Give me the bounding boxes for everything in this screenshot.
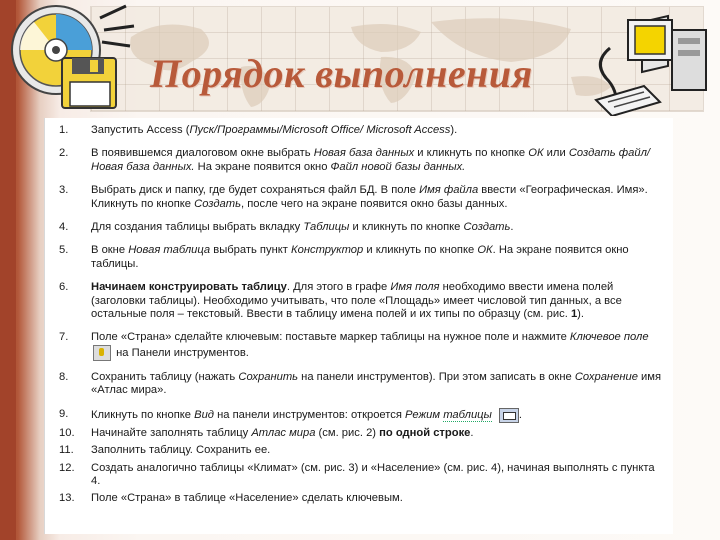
computer-icon (588, 12, 710, 116)
step-text: Выбрать диск и папку, где будет сохраняться файл БД. В поле Имя файла ввести «Географическая. Имя». Кликнуть по кнопке Создать, после чего на экране появится окно базы данных. (91, 184, 648, 210)
step-item (53, 427, 663, 440)
step-item (53, 492, 663, 505)
step-number: 5. (59, 244, 69, 257)
step-text: Кликнуть по кнопке Вид на панели инструментов: откроется Режим таблицы . (91, 409, 523, 422)
step-number: 4. (59, 221, 69, 234)
step-number: 9. (59, 407, 69, 420)
step-number: 2. (59, 147, 69, 160)
step-text: В появившемся диалоговом окне выбрать Новая база данных и кликнуть по кнопке ОК или Создать файл/Новая база данных. На экране появится окно Файл новой базы данных. (91, 147, 650, 173)
step-number: 8. (59, 370, 69, 383)
step-number: 10. (59, 426, 75, 439)
step-item (53, 147, 663, 174)
step-number: 3. (59, 184, 69, 197)
step-text: В окне Новая таблица выбрать пункт Конструктор и кликнуть по кнопке ОК. На экране появится окно таблицы. (91, 244, 629, 270)
step-number: 7. (59, 331, 69, 344)
step-text: Для создания таблицы выбрать вкладку Таблицы и кликнуть по кнопке Создать. (91, 221, 514, 234)
step-item (53, 462, 663, 489)
step-text: Начинайте заполнять таблицу Атлас мира (см. рис. 2) по одной строке. (91, 426, 474, 439)
step-item (53, 444, 663, 457)
steps-list (53, 124, 663, 510)
step-number: 11. (59, 444, 74, 457)
step-text: Заполнить таблицу. Сохранить ее. (91, 444, 271, 457)
step-text: Поле «Страна» сделайте ключевым: поставьте маркер таблицы на нужное поле и нажмите Ключевое поле на Панели инструментов. (91, 331, 649, 358)
step-text: Запустить Access (Пуск/Программы/Microsoft Office/ Microsoft Access). (91, 124, 458, 136)
step-number: 13. (59, 492, 75, 505)
step-number: 12. (59, 461, 75, 474)
step-item (53, 244, 663, 271)
step-item (53, 371, 663, 398)
cd-disk-icon (4, 2, 144, 114)
step-text: Сохранить таблицу (нажать Сохранить на панели инструментов). При этом записать в окне Сохранение имя «Атлас мира». (91, 370, 662, 397)
step-item (53, 408, 663, 423)
step-text: Начинаем конструировать таблицу. Для этого в графе Имя поля необходимо ввести имена полей (заголовки таблицы). Необходимо учитывать, что поле «Площадь» имеет числовой тип данных, а все остальные поля – текстовый. Ввести в таблицу имена полей и их типы по образцу (см. рис. 1). (91, 281, 622, 321)
step-item (53, 221, 663, 234)
step-number: 1. (59, 124, 69, 136)
step-text: Создать аналогично таблицы «Климат» (см. рис. 3) и «Население» (см. рис. 4), начиная выполнять с пункта 4. (91, 461, 655, 487)
step-item (53, 124, 663, 137)
step-item (53, 184, 663, 211)
step-item (53, 331, 663, 360)
step-item (53, 281, 663, 321)
page-title: Порядок выполнения (150, 51, 533, 96)
instructions-document (44, 118, 673, 534)
step-number: 6. (59, 281, 69, 294)
step-text: Поле «Страна» в таблице «Население» сделать ключевым. (91, 492, 403, 505)
